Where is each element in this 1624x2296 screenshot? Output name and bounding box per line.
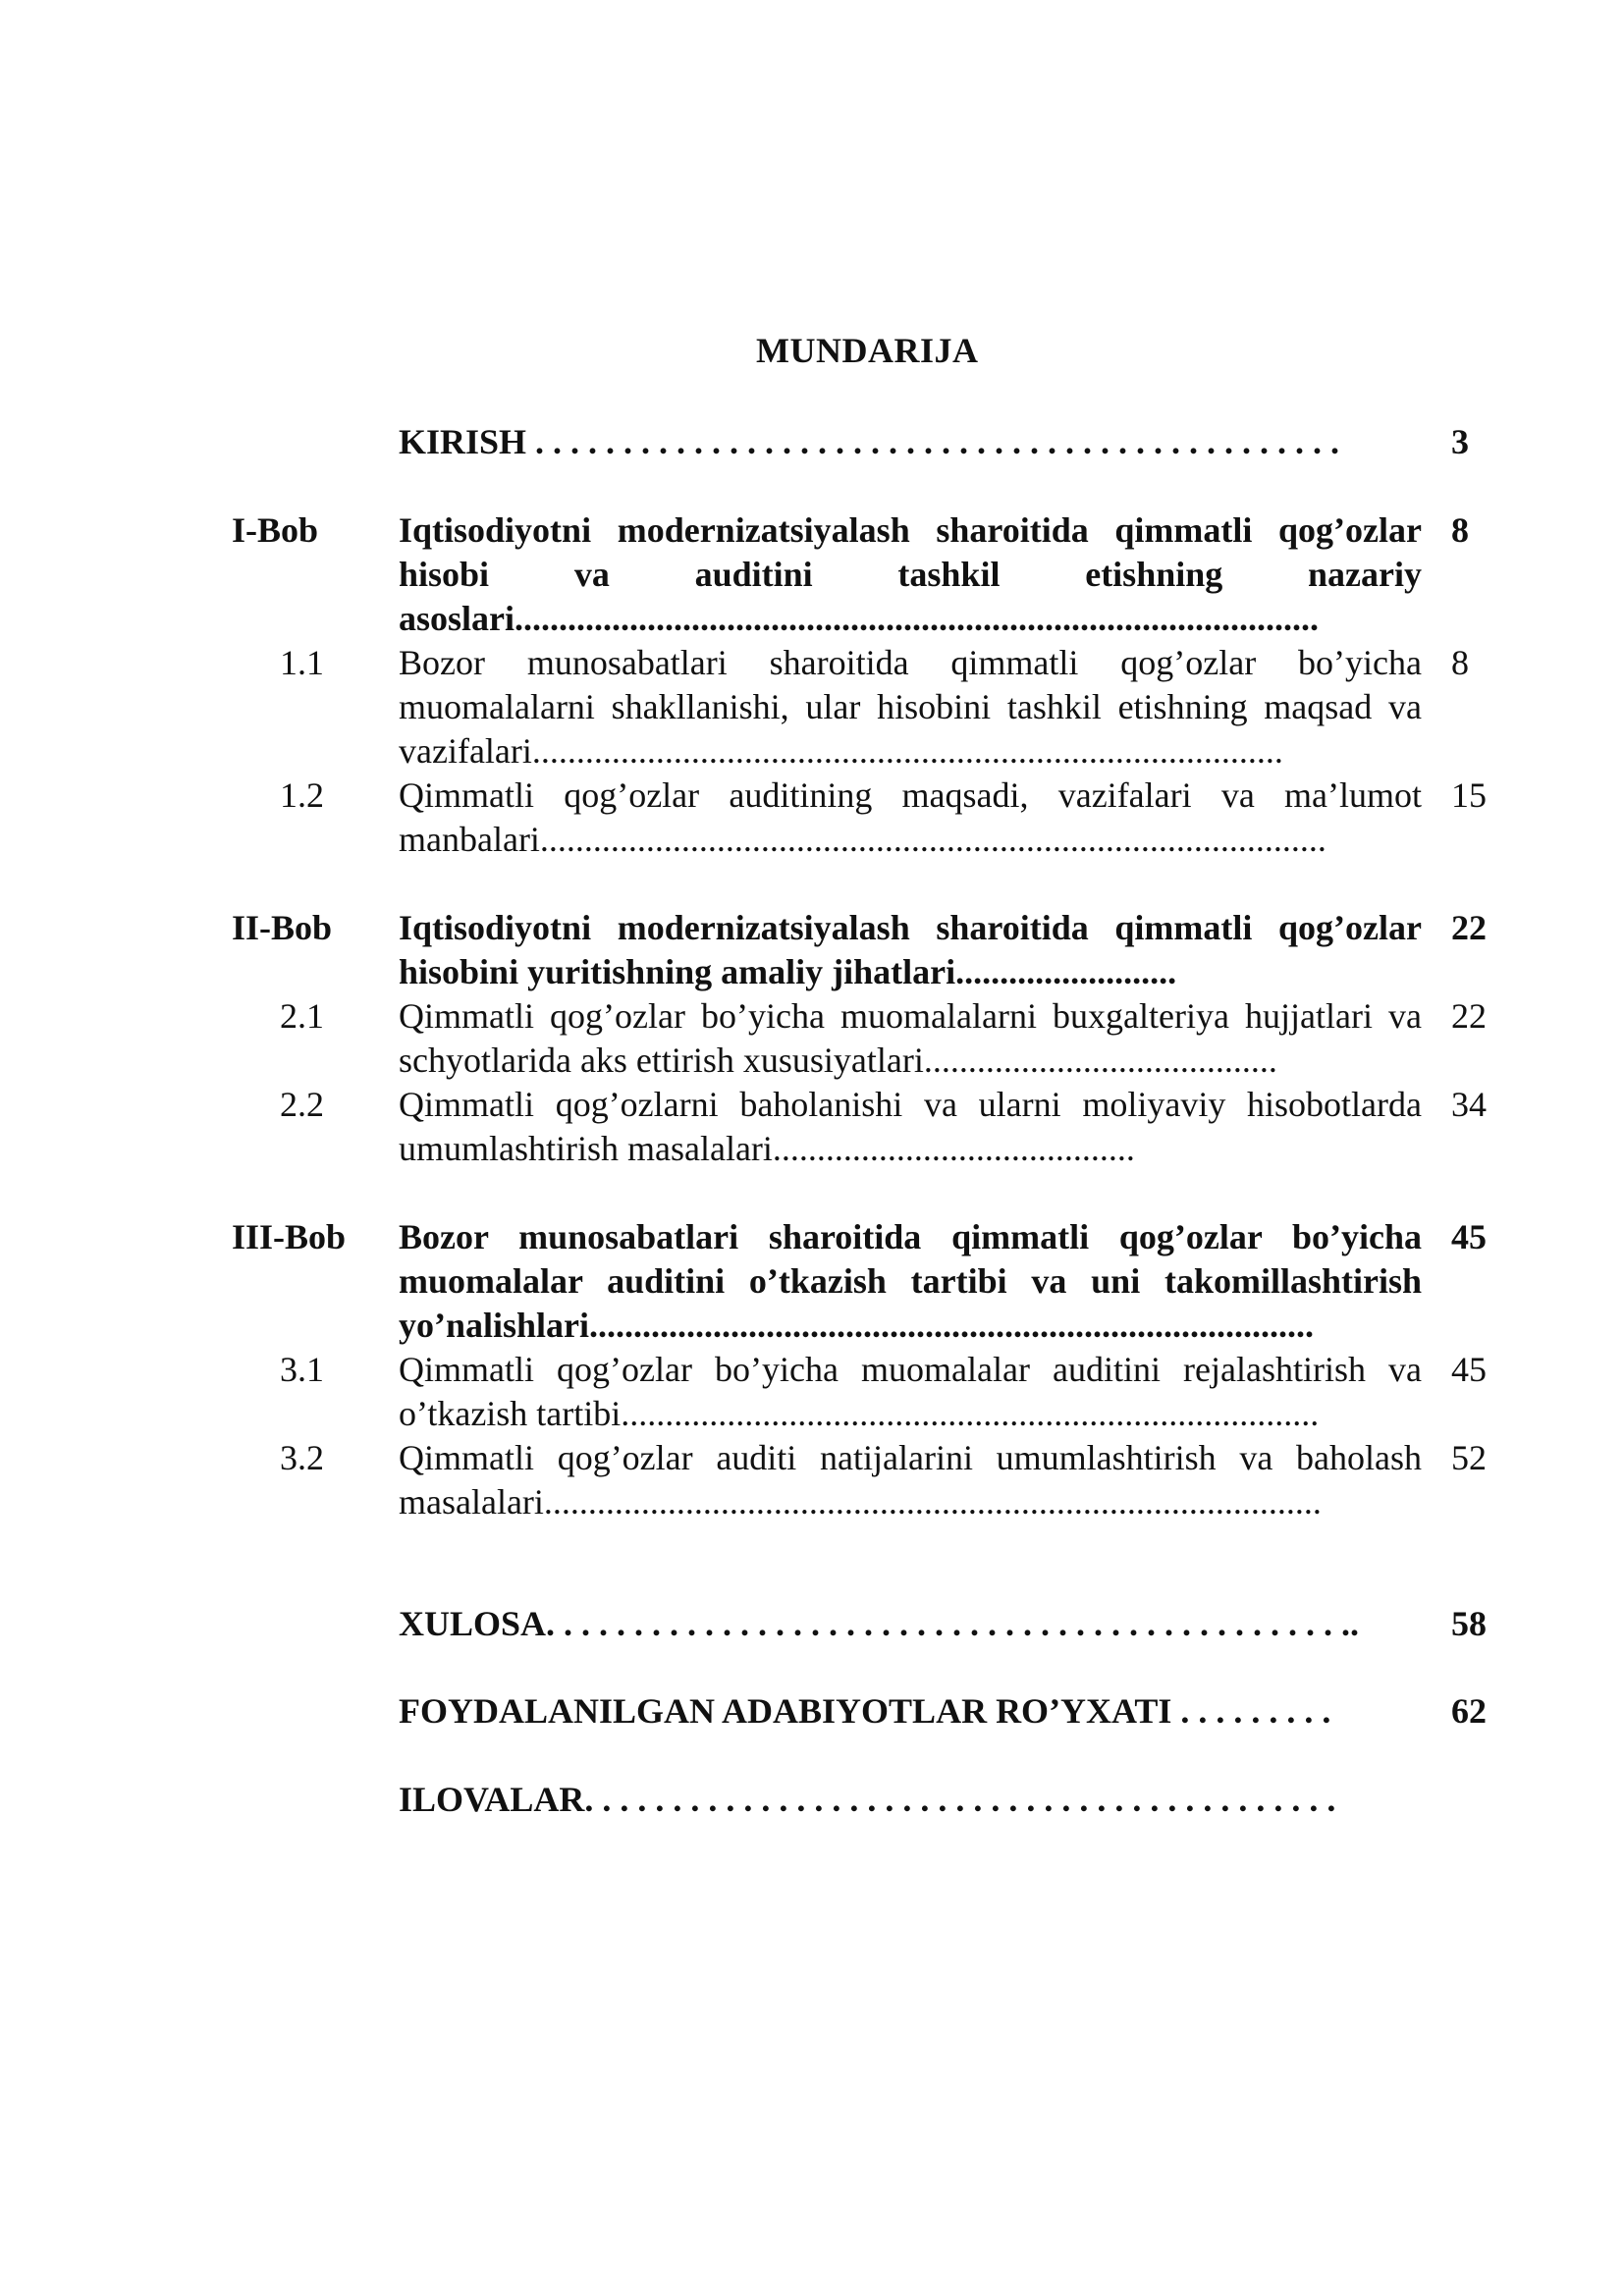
toc-entry-text: Qimmatli qog’ozlar bo’yicha muomalalarni buxgalteriya hujjatlari va schyotlarida aks ettirish xususiyatlari........................................ [399,996,1422,1080]
toc-entry-text: KIRISH . . . . . . . . . . . . . . . . . . . . . . . . . . . . . . . . . . . . . . . . . . . . . . [399,422,1340,461]
toc-chapter-label: III-Bob [232,1217,347,1256]
toc-page-number: 62 [1451,1691,1487,1731]
toc-entry-text: Bozor munosabatlari sharoitida qimmatli qog’ozlar bo’yicha muomalalar auditini o’tkazish tartibi va uni takomillashtirish yo’nalishlari.................................................................................. [399,1217,1422,1345]
toc-entry-text: Qimmatli qog’ozlar bo’yicha muomalalar auditini rejalashtirish va o’tkazish tartibi............................................................................... [399,1350,1422,1433]
toc-section-label: 2.2 [280,1085,324,1124]
toc-entry-text: FOYDALANILGAN ADABIYOTLAR RO’YXATI . . . . . . . . . [399,1691,1331,1731]
toc-entry-text: Qimmatli qog’ozlar auditi natijalarini umumlashtirish va baholash masalalari........................................................................................ [399,1438,1422,1522]
toc-entry-text: Qimmatli qog’ozlar auditining maqsadi, vazifalari va ma’lumot manbalari......................................................................................... [399,775,1422,859]
toc-page-number: 58 [1451,1604,1487,1643]
toc-page-number: 22 [1451,908,1487,947]
toc-page-number: 22 [1451,996,1487,1036]
toc-page-number: 45 [1451,1350,1487,1389]
toc-page-number: 8 [1451,510,1469,550]
toc-section-label: 3.2 [280,1438,324,1477]
toc-entry-text: Qimmatli qog’ozlarni baholanishi va ularni moliyaviy hisobotlarda umumlashtirish masalalari......................................... [399,1085,1422,1168]
toc-entry-text: ILOVALAR. . . . . . . . . . . . . . . . . . . . . . . . . . . . . . . . . . . . . . . . . . . [399,1780,1336,1819]
toc-chapter-label: I-Bob [232,510,319,550]
toc-section-label: 3.1 [280,1350,324,1389]
toc-section-label: 1.1 [280,643,324,682]
toc-entry-text: Iqtisodiyotni modernizatsiyalash sharoitida qimmatli qog’ozlar hisobi va auditini tashkil etishning nazariy asoslari........................................................................................... [399,510,1422,638]
toc-entry-text: XULOSA. . . . . . . . . . . . . . . . . . . . . . . . . . . . . . . . . . . . . . . . . . . . . .. [399,1604,1360,1643]
toc-section-label: 1.2 [280,775,324,815]
toc-page-number: 3 [1451,422,1469,461]
toc-page-number: 8 [1451,643,1469,682]
toc-page-number: 34 [1451,1085,1487,1124]
toc-page-number: 45 [1451,1217,1487,1256]
toc-page-number: 52 [1451,1438,1487,1477]
toc-entry-text: Iqtisodiyotni modernizatsiyalash sharoitida qimmatli qog’ozlar hisobini yuritishning amaliy jihatlari......................... [399,908,1422,991]
page-title: MUNDARIJA [756,331,979,370]
toc-section-label: 2.1 [280,996,324,1036]
toc-entry-text: Bozor munosabatlari sharoitida qimmatli qog’ozlar bo’yicha muomalalarni shakllanishi, ular hisobini tashkil etishning maqsad va vazifalari..................................................................................... [399,643,1422,771]
toc-page-number: 15 [1451,775,1487,815]
toc-chapter-label: II-Bob [232,908,333,947]
